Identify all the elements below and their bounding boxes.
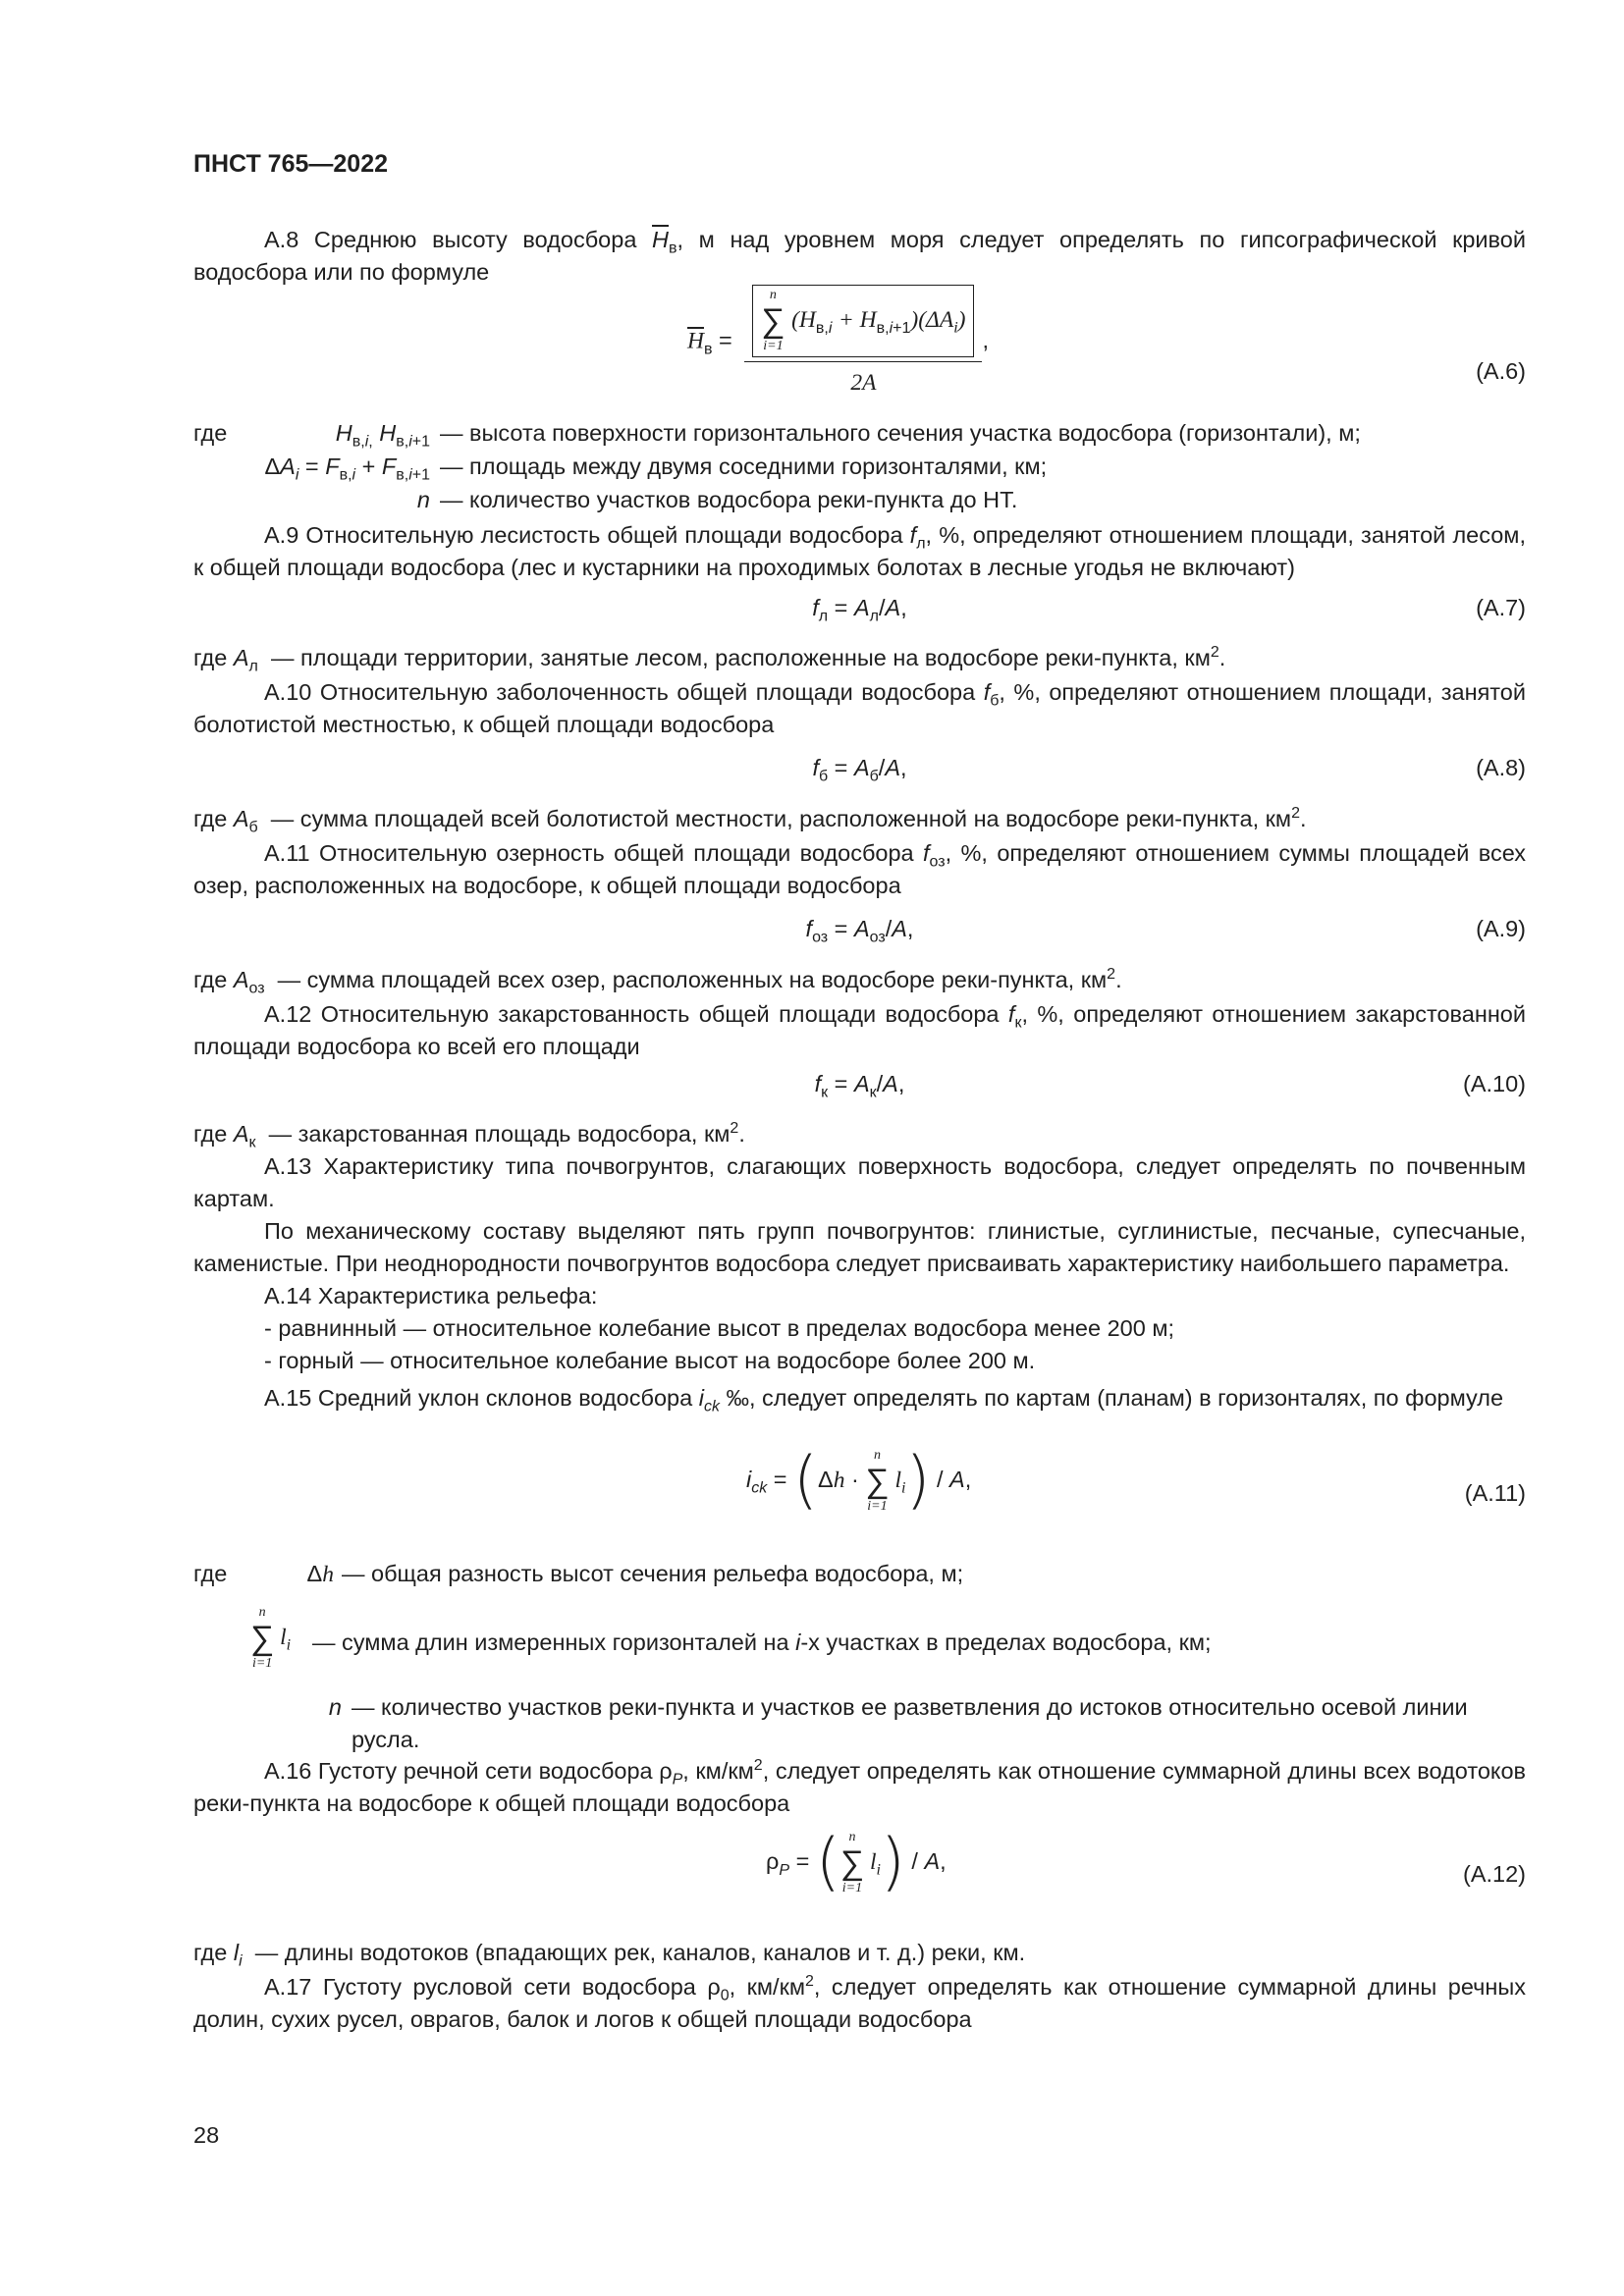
equation-label-a11: (А.11)	[1464, 1480, 1526, 1506]
paragraph-a11: А.11 Относительную озерность общей площади водосбора $f_{оз}$, %, определяют отношением суммы площадей всех озер, расположенных на водосборе, к общей площади водосбора	[193, 840, 1526, 898]
definition-da: — площадь между двумя соседними горизонталями, км;	[440, 454, 1048, 479]
paragraph-a12: А.12 Относительную закарстованность общей площади водосбора $f_к$, %, определяют отношением закарстованной площади водосбора ко всей его площади	[193, 1001, 1526, 1059]
paragraph-a8: А.8 Среднюю высоту водосбора $\overline{H}_в$, м над уровнем моря следует определять по гипсографической кривой водосбора или по формуле	[193, 227, 1526, 285]
paragraph-a17: А.17 Густоту русловой сети водосбора $\rho_0$, $км/км^2$, следует определять как отношение суммарной длины речных долин, сухих русел, оврагов, балок и логов к общей площади водосбора	[193, 1973, 1526, 2032]
formula-a9: $f_{оз} = A_{оз}/A$,	[805, 916, 914, 946]
paragraph-a10: А.10 Относительную заболоченность общей площади водосбора $f_б$, %, определяют отношением площади, занятой болотистой местностью, к общей площади водосбора	[193, 679, 1527, 737]
equation-label-a8: (А.8)	[1476, 755, 1526, 780]
symbol-da: $\Delta A_i = F_{в,i} + F_{в,i+1}$	[264, 454, 430, 484]
where-label: где	[193, 420, 228, 446]
paragraph-a16: А.16 Густоту речной сети водосбора $\rho_P$, $км/км^2$, следует определять как отношение суммарной длины всех водотоков реки-пункта на водосборе к общей площади водосбора	[193, 1757, 1526, 1816]
symbol-n-2: n	[328, 1694, 342, 1720]
where-label-2: где	[193, 1561, 228, 1586]
equation-label-a9: (А.9)	[1476, 916, 1526, 941]
definition-n: — количество участков водосбора реки-пункта до НТ.	[440, 487, 1018, 512]
definition-dh: — общая разность высот сечения рельефа водосбора, м;	[342, 1561, 964, 1586]
equation-label-a6: (А.6)	[1476, 358, 1526, 384]
formula-a12: $\rho_P$ = ( n ∑ i=1 $l_i$) / A,	[766, 1826, 947, 1899]
symbol-n: n	[416, 487, 430, 512]
formula-a8: $f_б = A_б/A$,	[812, 755, 907, 785]
document-header: ПНСТ 765—2022	[193, 150, 388, 178]
list-item-plain: - равнинный — относительное колебание высот в пределах водосбора менее 200 м;	[264, 1315, 1175, 1341]
definition-ab: где $A_б$ — сумма площадей всей болотистой местности, расположенной на водосборе реки-пункта, $км^2$.	[193, 805, 1307, 836]
definition-hv: — высота поверхности горизонтального сечения участка водосбора (горизонтали), м;	[440, 420, 1361, 446]
equation-label-a7: (А.7)	[1476, 595, 1526, 620]
symbol-sum-li: n ∑ i=1 $l_i$	[250, 1605, 292, 1671]
formula-a7: $f_л = A_л/A$,	[812, 595, 907, 625]
formula-a6: $\overline{H}_в$ = n ∑ i=1 $(H_{в,i} + H_{в,i+1})(\Delta A_i)$ 2A ,	[687, 285, 989, 400]
definition-li: где $l_i$ — длины водотоков (впадающих рек, каналов, каналов и т. д.) реки, км.	[193, 1940, 1026, 1970]
page-number: 28	[193, 2122, 220, 2148]
paragraph-a14: А.14 Характеристика рельефа:	[264, 1283, 598, 1308]
paragraph-a13: А.13 Характеристику типа почвогрунтов, слагающих поверхность водосбора, следует определять по почвенным картам. По механическому составу выделяют пять групп почвогрунтов: глинистые, суглинистые, песчаные, супесчаные, каменистые. При неоднородности почвогрунтов водосбора следует присваивать характеристику наибольшего параметра. А.14 Характеристика рельефа: - равнинный — относительное колебание высот в пределах водосбора менее 200 м; - горный — относительное колебание высот на водосборе более 200 м.	[193, 1150, 1526, 1377]
formula-a10: $f_к = A_к/A$,	[814, 1071, 905, 1101]
formula-a11: $i_{ck} = (\Delta h$ · n ∑ i=1 $l_i$) / A,	[746, 1444, 972, 1518]
paragraph-a15: А.15 Средний уклон склонов водосбора $i_{ck}$ ‰, следует определять по картам (планам) в горизонталях, по формуле	[264, 1385, 1504, 1415]
definition-al: где $A_л$ — площади территории, занятые лесом, расположенные на водосборе реки-пункта, $км^2$.	[193, 644, 1226, 675]
definition-ak: где $A_к$ — закарстованная площадь водосбора, $км^2$.	[193, 1120, 745, 1151]
definition-aoz: где $A_{оз}$ — сумма площадей всех озер, расположенных на водосборе реки-пункта, $км^2$.	[193, 966, 1122, 997]
symbol-hv: $H_{в,i,}$ $H_{в,i+1}$	[335, 420, 430, 451]
paragraph-a9: А.9 Относительную лесистость общей площади водосбора $f_л$, %, определяют отношением площади, занятой лесом, к общей площади водосбора (лес и кустарники на проходимых болотах в лесные угодья не включают)	[193, 522, 1526, 580]
equation-label-a10: (А.10)	[1463, 1071, 1526, 1096]
definition-sum-li: — сумма длин измеренных горизонталей на i-х участках в пределах водосбора, км;	[312, 1629, 1212, 1655]
equation-label-a12: (А.12)	[1463, 1861, 1526, 1887]
definition-n-2: — количество участков реки-пункта и участков ее разветвления до истоков относительно осевой линии русла.	[352, 1694, 1468, 1752]
list-item-mountain: - горный — относительное колебание высот на водосборе более 200 м.	[264, 1348, 1036, 1373]
symbol-dh: Δh	[306, 1561, 334, 1587]
